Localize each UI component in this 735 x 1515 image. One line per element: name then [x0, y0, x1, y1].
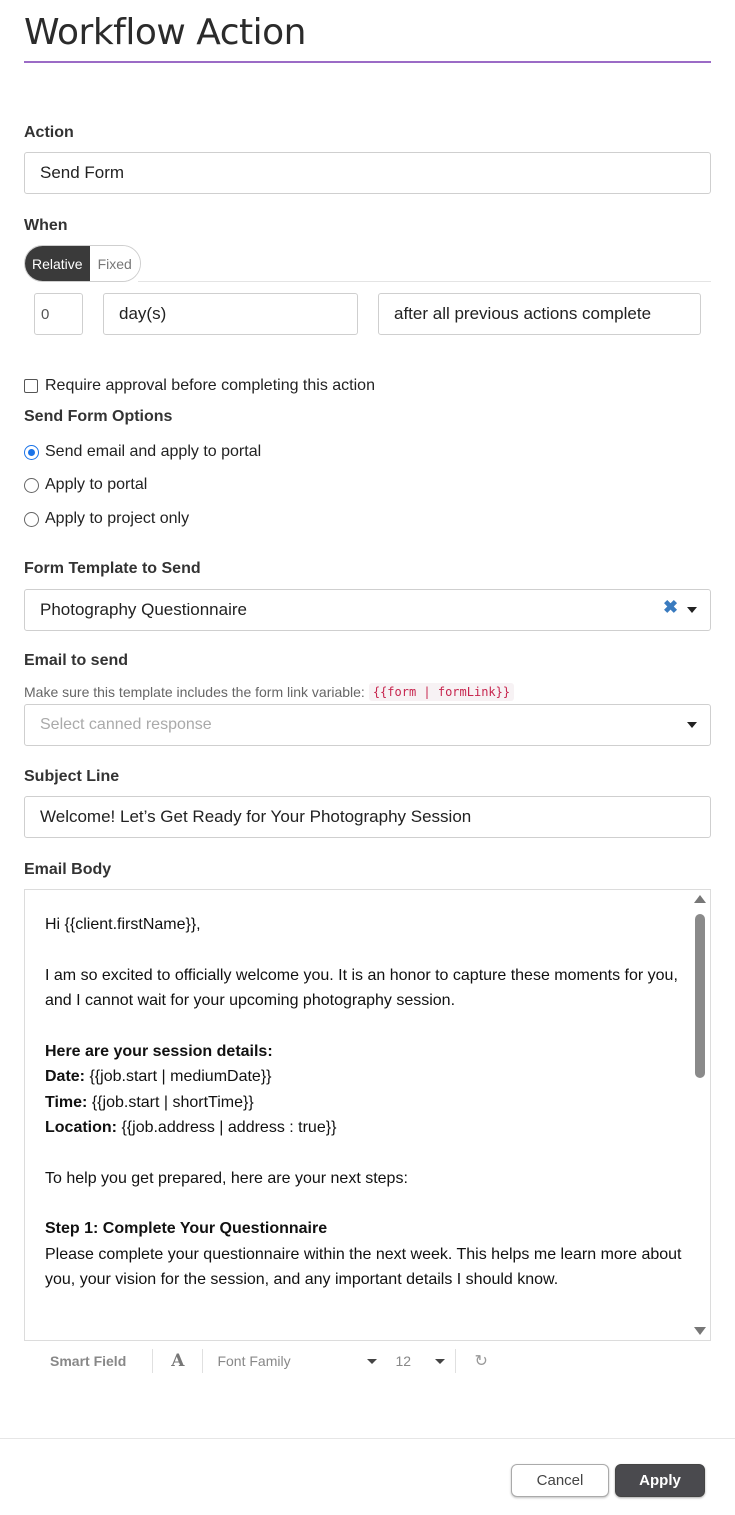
form-template-label: Form Template to Send [24, 560, 201, 577]
email-to-send-label: Email to send [24, 652, 129, 669]
option-label: Apply to portal [45, 476, 148, 493]
form-template-select[interactable] [24, 589, 711, 631]
option-project-only[interactable] [24, 510, 189, 528]
subject-label: Subject Line [24, 768, 120, 785]
scroll-down-arrow-icon[interactable] [694, 1327, 706, 1335]
greeting: Hi {{client.firstName}}, [45, 916, 201, 933]
email-body-editor[interactable] [24, 889, 711, 1341]
font-family-select[interactable] [217, 1353, 377, 1369]
chevron-down-icon[interactable] [687, 722, 697, 728]
time-line: Time: {{job.start | shortTime}} [45, 1093, 254, 1111]
title-divider [24, 61, 711, 63]
font-color-icon[interactable]: A [171, 1351, 185, 1371]
email-hint-text: Make sure this template includes the form link variable: [24, 684, 365, 700]
radio-apply-portal[interactable] [24, 478, 39, 493]
email-body-content[interactable] [45, 912, 685, 1293]
when-timing-value: after all previous actions complete [394, 304, 652, 323]
action-select[interactable] [24, 152, 711, 194]
toolbar-divider [202, 1349, 203, 1373]
send-form-options-label: Send Form Options [24, 408, 173, 425]
when-unit-value: day(s) [119, 304, 167, 323]
form-template-value: Photography Questionnaire [40, 600, 247, 619]
step1-heading: Step 1: Complete Your Questionnaire [45, 1220, 328, 1237]
clear-icon[interactable]: ✖ [663, 597, 679, 617]
toolbar-divider [455, 1349, 456, 1373]
email-hint [24, 683, 514, 701]
option-apply-portal[interactable] [24, 476, 147, 494]
action-label: Action [24, 124, 74, 141]
when-amount-input[interactable] [34, 293, 83, 335]
option-send-email-portal[interactable] [24, 443, 261, 461]
smart-field-button[interactable]: Smart Field [50, 1353, 127, 1369]
canned-response-select[interactable] [24, 704, 711, 746]
radio-project-only[interactable] [24, 512, 39, 527]
undo-icon[interactable]: ↻ [474, 1353, 488, 1370]
subject-input[interactable] [24, 796, 711, 838]
approval-checkbox[interactable] [24, 379, 38, 393]
font-size-value: 12 [395, 1353, 412, 1369]
scroll-up-arrow-icon[interactable] [694, 895, 706, 903]
radio-send-email-portal[interactable] [24, 445, 39, 460]
page-title: Workflow Action [24, 12, 306, 53]
when-unit-select[interactable] [103, 293, 358, 335]
apply-button[interactable]: Apply [615, 1464, 705, 1497]
when-timing-select[interactable] [378, 293, 701, 335]
font-size-select[interactable] [395, 1353, 447, 1369]
when-divider [138, 281, 711, 282]
when-amount-value: 0 [41, 305, 50, 323]
canned-response-placeholder: Select canned response [40, 716, 212, 733]
when-toggle [24, 245, 141, 282]
chevron-down-icon[interactable] [687, 607, 697, 613]
cancel-button[interactable]: Cancel [511, 1464, 609, 1497]
email-body-label: Email Body [24, 861, 112, 878]
scrollbar-thumb[interactable] [695, 914, 705, 1078]
date-line: Date: {{job.start | mediumDate}} [45, 1068, 272, 1085]
form-link-variable: {{form | formLink}} [369, 683, 514, 701]
action-value: Send Form [40, 163, 125, 182]
toggle-relative[interactable]: Relative [25, 246, 90, 281]
toggle-fixed[interactable]: Fixed [90, 246, 140, 281]
footer-divider [0, 1438, 735, 1439]
intro-paragraph: I am so excited to officially welcome you. It is an honor to capture these moments for you, and I cannot wait for your upcoming photography session. [45, 966, 678, 1009]
subject-value: Welcome! Let’s Get Ready for Your Photography Session [40, 807, 472, 826]
approval-row[interactable] [24, 377, 375, 395]
editor-toolbar [24, 1342, 711, 1380]
details-heading: Here are your session details: [45, 1042, 273, 1060]
approval-label: Require approval before completing this action [45, 377, 375, 394]
toolbar-divider [152, 1349, 153, 1373]
chevron-down-icon [435, 1359, 445, 1364]
option-label: Apply to project only [45, 510, 190, 527]
when-label: When [24, 217, 68, 234]
font-family-value: Font Family [217, 1353, 291, 1369]
next-steps: To help you get prepared, here are your next steps: [45, 1169, 408, 1187]
location-line: Location: {{job.address | address : true}} [45, 1119, 337, 1136]
chevron-down-icon [367, 1359, 377, 1364]
option-label: Send email and apply to portal [45, 443, 262, 460]
step1-text: Please complete your questionnaire within the next week. This helps me learn more about you, your vision for the session, and any important details I should know. [45, 1245, 682, 1288]
